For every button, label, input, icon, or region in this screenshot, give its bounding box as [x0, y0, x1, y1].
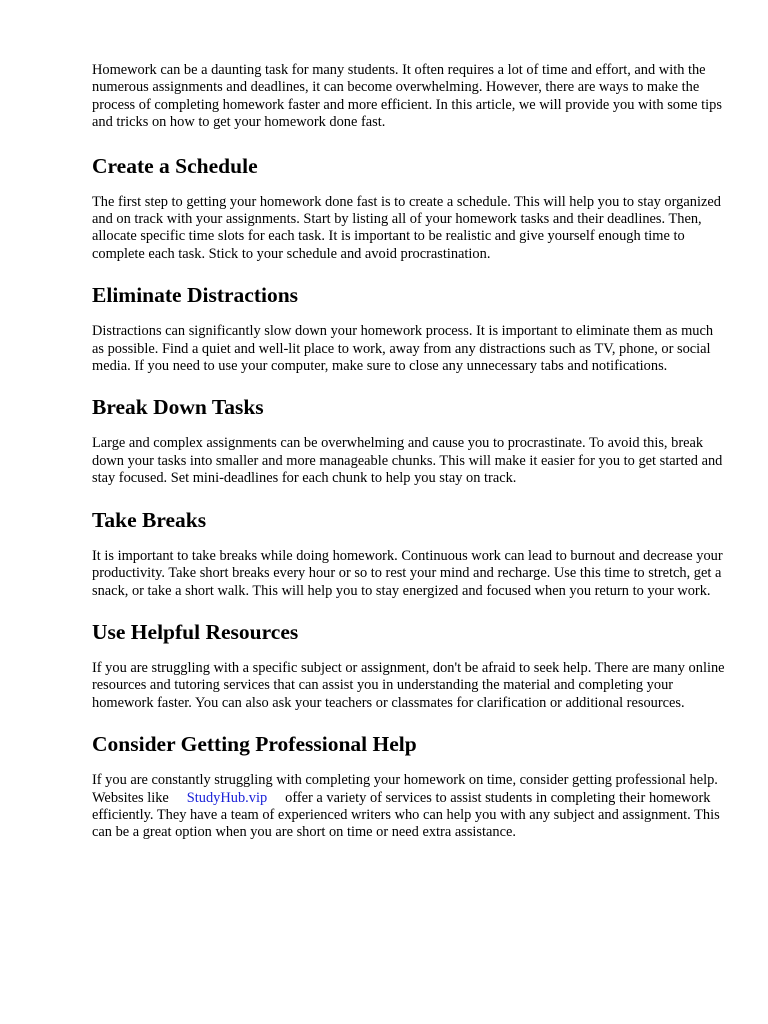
section-heading: Eliminate Distractions	[92, 283, 299, 308]
section-body: It is important to take breaks while doing homework. Continuous work can lead to burnout and decrease your productivity. Take short breaks every hour or so to rest your mind and recharge. Use this time to stretch, get a snack, or take a short walk. This will help you to stay energized and focused when you return to your work.	[92, 547, 723, 599]
section-body: Large and complex assignments can be overwhelming and cause you to procrastinate. To avoid this, break down your tasks into smaller and more manageable chunks. This will make it easier for you to get started and stay focused. Set mini-deadlines for each chunk to help you stay on track.	[92, 435, 723, 487]
section-body: Distractions can significantly slow down your homework process. It is important to eliminate them as much as possible. Find a quiet and well-lit place to work, away from any distractions such as TV, phone, or social media. If you need to use your computer, make sure to close any unnecessary tabs and notifications.	[92, 323, 714, 375]
section-heading: Break Down Tasks	[92, 395, 264, 420]
body-text-before-link: If you are constantly struggling with completing your homework on time, consider getting professional help. Websites like	[92, 772, 718, 806]
section-heading: Create a Schedule	[92, 153, 258, 178]
section-body: The first step to getting your homework done fast is to create a schedule. This will help you to stay organized and on track with your assignments. Start by listing all of your homework tasks and their deadlines. Then, allocate specific time slots for each task. It is important to be realistic and give yourself enough time to complete each task. Stick to your schedule and avoid procrastination.	[92, 193, 721, 262]
section-eliminate-distractions	[92, 282, 726, 375]
section-helpful-resources	[92, 619, 726, 712]
section-heading: Use Helpful Resources	[92, 619, 299, 644]
body-text-after-link: offer a variety of services to assist students in completing their homework efficiently. They have a team of experienced writers who can help you with any subject and assignment. This can be a great option when you are short on time or need extra assistance.	[92, 789, 720, 841]
section-create-schedule	[92, 153, 726, 264]
intro-paragraph: Homework can be a daunting task for many students. It often requires a lot of time and effort, and with the numerous assignments and deadlines, it can become overwhelming. However, there are ways to make the process of completing homework faster and more efficient. In this article, we will provide you with some tips and tricks on how to get your homework done fast.	[92, 62, 722, 131]
section-take-breaks	[92, 507, 726, 600]
section-heading: Take Breaks	[92, 507, 207, 532]
document-page	[92, 62, 726, 861]
section-heading: Consider Getting Professional Help	[92, 732, 417, 757]
studyhub-link[interactable]: StudyHub.vip	[186, 789, 268, 806]
section-body: If you are struggling with a specific subject or assignment, don't be afraid to seek help. There are many online resources and tutoring services that can assist you in understanding the material and completing your homework faster. You can also ask your teachers or classmates for clarification or additional resources.	[92, 659, 725, 711]
section-professional-help	[92, 731, 726, 842]
section-break-down-tasks	[92, 394, 726, 487]
section-body	[92, 772, 726, 842]
